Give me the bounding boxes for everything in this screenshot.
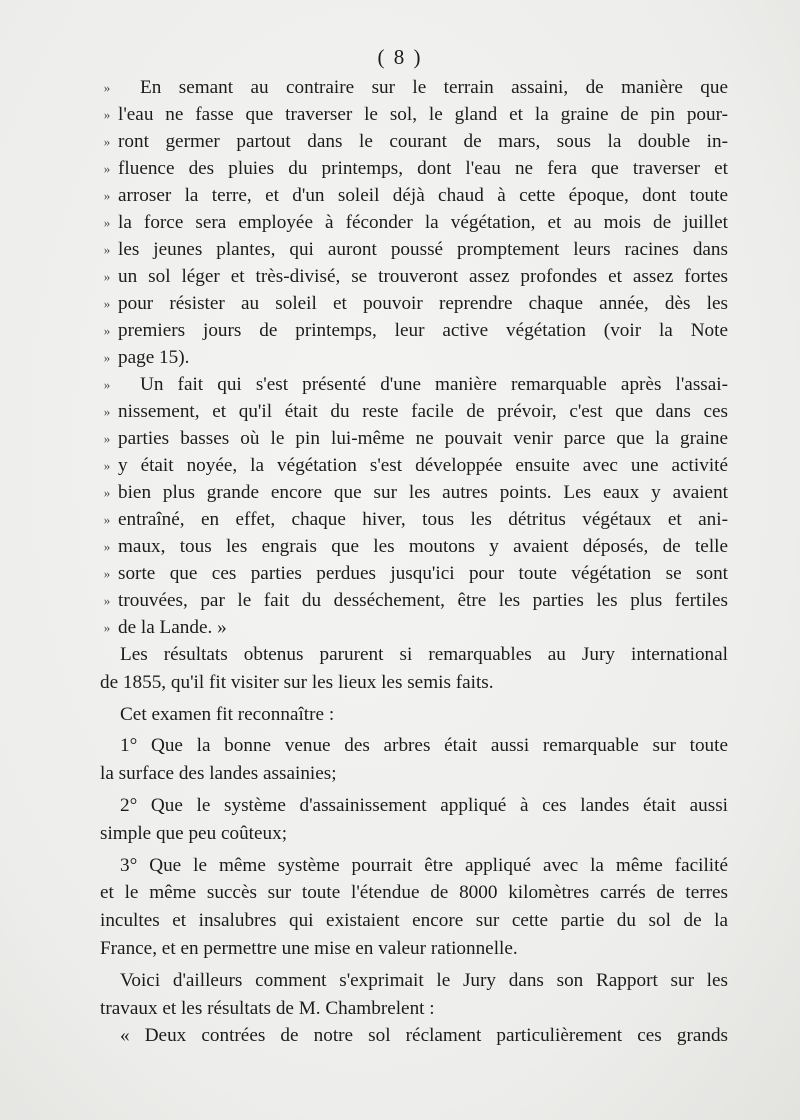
text-line: Les résultats obtenus parurent si remarquables au Jury international	[120, 644, 728, 665]
text-line: » fluence des pluies du printemps, dont l'eau ne fera que traverser et	[100, 155, 728, 182]
text-line: » Un fait qui s'est présenté d'une manière remarquable après l'assai-	[100, 371, 728, 398]
body-text	[100, 74, 728, 1050]
text-line: » ront germer partout dans le courant de mars, sous la double in-	[100, 128, 728, 155]
quote-mark: »	[103, 593, 111, 608]
text-line: » maux, tous les engrais que les moutons y avaient déposés, de telle	[100, 533, 728, 560]
quote-mark: »	[103, 377, 111, 392]
text-line: » les jeunes plantes, qui auront poussé promptement leurs racines dans	[100, 236, 728, 263]
quote-mark: »	[103, 404, 111, 419]
text-line: » premiers jours de printemps, leur active végétation (voir la Note	[100, 317, 728, 344]
text-line: » bien plus grande encore que sur les autres points. Les eaux y avaient	[100, 479, 728, 506]
text-line: » de la Lande. »	[100, 614, 728, 641]
text-line: » En semant au contraire sur le terrain assaini, de manière que	[100, 74, 728, 101]
text-line: 3° Que le même système pourrait être appliqué avec la même facilité	[120, 854, 728, 876]
quote-mark: »	[103, 458, 111, 473]
text-line: » parties basses où le pin lui-même ne pouvait venir parce que la graine	[100, 425, 728, 452]
text-line: » entraîné, en effet, chaque hiver, tous les détritus végétaux et ani-	[100, 506, 728, 533]
text-line: travaux et les résultats de M. Chambrelent :	[100, 997, 435, 1019]
text-line: » l'eau ne fasse que traverser le sol, le gland et la graine de pin pour-	[100, 101, 728, 128]
text-line: incultes et insalubres qui existaient encore sur cette partie du sol de la	[100, 910, 728, 932]
quote-mark: »	[103, 80, 111, 95]
quote-mark: »	[103, 269, 111, 284]
quote-mark: »	[103, 350, 111, 365]
text-line: » pour résister au soleil et pouvoir reprendre chaque année, dès les	[100, 290, 728, 317]
text-line: » arroser la terre, et d'un soleil déjà chaud à cette époque, dont toute	[100, 182, 728, 209]
quote-mark: »	[103, 188, 111, 203]
text-line: de 1855, qu'il fit visiter sur les lieux les semis faits.	[100, 671, 494, 693]
quote-mark: »	[103, 539, 111, 554]
quote-mark: »	[103, 296, 111, 311]
quote-mark: »	[103, 215, 111, 230]
quote-mark: »	[103, 620, 111, 635]
text-line: » nissement, et qu'il était du reste facile de prévoir, c'est que dans ces	[100, 398, 728, 425]
text-line: simple que peu coûteux;	[100, 822, 288, 844]
text-line: » un sol léger et très-divisé, se trouveront assez profondes et assez fortes	[100, 263, 728, 290]
quote-mark: »	[103, 512, 111, 527]
text-line: Cet examen fit reconnaître :	[120, 703, 335, 725]
text-line: » trouvées, par le fait du desséchement, être les parties les plus fertiles	[100, 587, 728, 614]
quote-mark: »	[103, 134, 111, 149]
quote-mark: »	[103, 485, 111, 500]
text-line: la surface des landes assainies;	[100, 763, 337, 785]
text-line: et le même succès sur toute l'étendue de 8000 kilomètres carrés de terres	[100, 882, 728, 904]
quote-mark: »	[103, 431, 111, 446]
quote-mark: »	[103, 107, 111, 122]
quote-mark: »	[103, 566, 111, 581]
text-line: 1° Que la bonne venue des arbres était aussi remarquable sur toute	[120, 735, 728, 757]
text-line: » sorte que ces parties perdues jusqu'ici pour toute végétation se sont	[100, 560, 728, 587]
text-line: France, et en permettre une mise en valeur rationnelle.	[100, 937, 518, 959]
quote-mark: »	[103, 323, 111, 338]
quote-mark: »	[103, 161, 111, 176]
quote-mark: »	[103, 242, 111, 257]
text-line: » page 15).	[100, 344, 728, 371]
text-line: » la force sera employée à féconder la végétation, et au mois de juillet	[100, 209, 728, 236]
page-number: ( 8 )	[377, 45, 423, 69]
text-line: » y était noyée, la végétation s'est développée ensuite avec une activité	[100, 452, 728, 479]
text-line: « Deux contrées de notre sol réclament particulièrement ces grands	[120, 1025, 728, 1047]
text-line: Voici d'ailleurs comment s'exprimait le Jury dans son Rapport sur les	[120, 969, 728, 991]
text-line: 2° Que le système d'assainissement appliqué à ces landes était aussi	[120, 794, 728, 816]
